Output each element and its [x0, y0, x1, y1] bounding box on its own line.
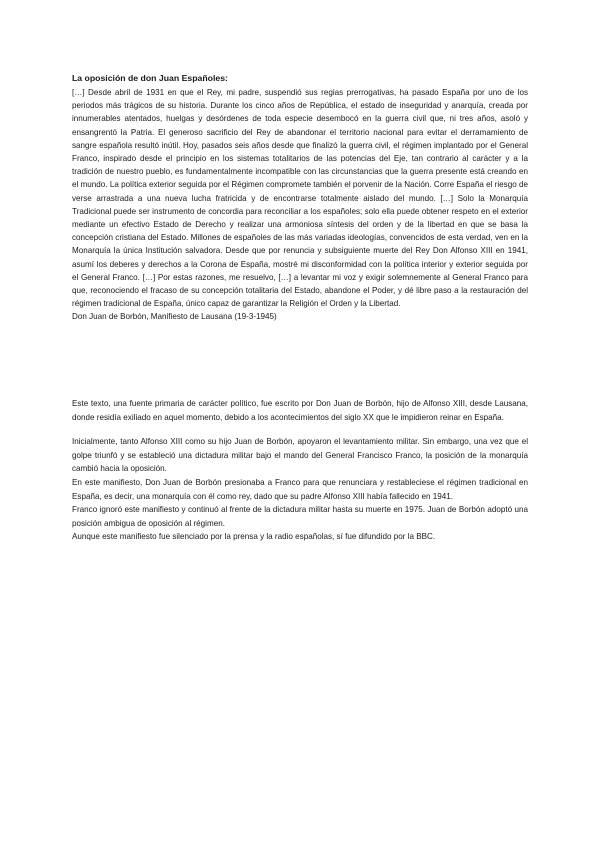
paragraph-context: Inicialmente, tanto Alfonso XIII como su hijo Juan de Borbón, apoyaron el levantamiento militar. Sin embargo, una vez que el golpe triunfó y se estableció una dictadura militar bajo el mando del General Francisco Franco, la posición de la monarquía cambió hacia la oposición. — [72, 437, 528, 474]
paragraph-intro: Este texto, una fuente primaria de carácter político, fue escrito por Don Juan de Borbón, hijo de Alfonso XIII, desde Lausana, donde residía exiliado en aquel momento, debido a los acontecimientos del siglo XX que le impidieron reinar en España. — [72, 399, 528, 422]
manifesto-quote: […] Desde abril de 1931 en que el Rey, mi padre, suspendió sus regias prerrogativas, ha pasado España por uno de los periodos más trágicos de su historia. Durante los cinco años de República, el estado de inseguridad y anarquía, creada por innumerables atentados, huelgas y desórdenes de toda especie desembocó en la guerra civil que, ni tres años, asoló y ensangrentó la Patria. El generoso sacrificio del Rey de abandonar el territorio nacional para evitar el derramamiento de sangre española resultó inútil. Hoy, pasados seis años desde que finalizó la guerra civil, el régimen implantado por el General Franco, inspirado desde el principio en los sistemas totalitarios de las potencias del Eje, tan contrario al carácter y a la tradición de nuestro pueblo, es fundamentalmente incompatible con las circunstancias que la guerra presente está creando en el mundo. La política exterior seguida por el Régimen compromete también el porvenir de la Nación. Corre España el riesgo de verse arrastrada a una nueva lucha fratricida y de encontrarse totalmente aislado del mundo. […] Solo la Monarquía Tradicional puede ser instrumento de concordia para reconciliar a los españoles; solo ella puede obtener respeto en el exterior mediante un efectivo Estado de Derecho y realizar una armoniosa síntesis del orden y de la libertad en que se basa la concepción cristiana del Estado. Millones de españoles de las más variadas ideologías, convencidos de esta verdad, ven en la Monarquía la única Institución salvadora. Desde que por renuncia y subsiguiente muerte del Rey Don Alfonso XIII en 1941, asumí los deberes y derechos a la Corona de España, mostré mi disconformidad con la política interior y exterior seguida por el General Franco. […] Por estas razones, me resuelvo, […] a levantar mi voz y exigir solemnemente al General Franco para que, reconociendo el fracaso de su concepción totalitaria del Estado, abandone el Poder, y dé libre paso a la restauración del régimen tradicional de España, único capaz de garantizar la Religión el Orden y la Libertad. — [72, 88, 528, 309]
paragraph-gap — [72, 424, 528, 435]
paragraph-bbc: Aunque este manifiesto fue silenciado por la prensa y la radio españolas, sí fue difundido por la BBC. — [72, 532, 436, 542]
document-title: La oposición de don Juan Españoles: — [72, 73, 228, 83]
commentary-section — [72, 397, 528, 544]
paragraph-franco: Franco ignoró este manifiesto y continuó al frente de la dictadura militar hasta su muerte en 1975. Juan de Borbón adoptó una posición ambigua de oposición al régimen. — [72, 505, 528, 528]
document-page — [72, 72, 528, 324]
paragraph-manifesto: En este manifiesto, Don Juan de Borbón presionaba a Franco para que renunciara y restableciese el régimen tradicional en España, es decir, una monarquía con él como rey, dado que su padre Alfonso XIII había fallecido en 1941. — [72, 477, 528, 501]
quote-source: Don Juan de Borbón, Manifiesto de Lausana (19-3-1945) — [72, 312, 277, 322]
